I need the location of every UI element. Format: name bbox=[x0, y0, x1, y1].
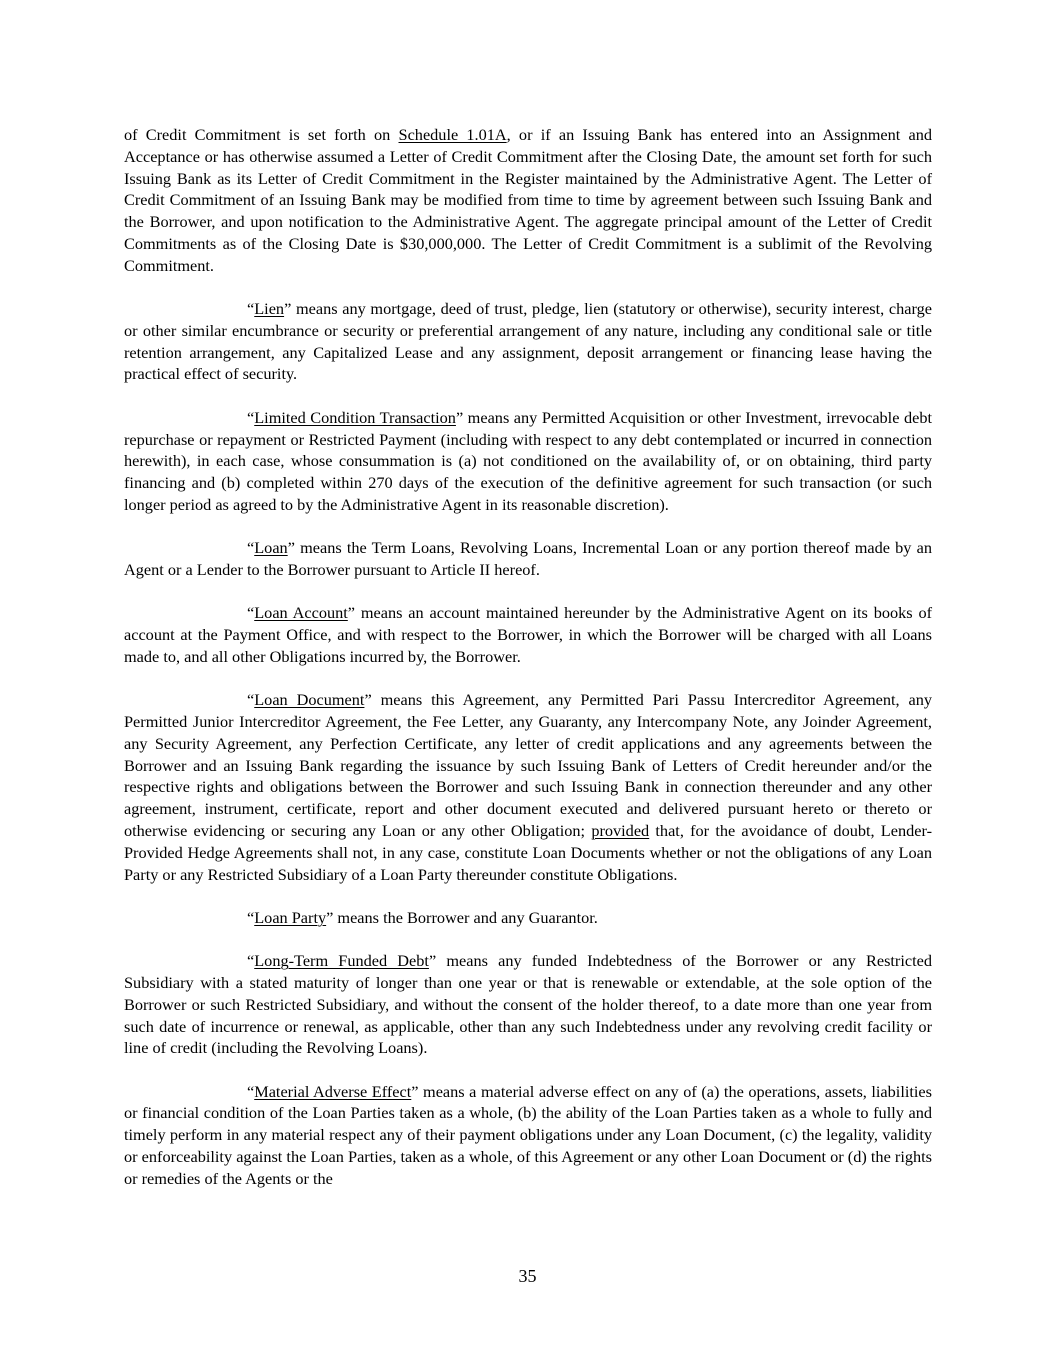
open-quote: “ bbox=[247, 538, 255, 558]
definition-text: ” means any mortgage, deed of trust, pledge, lien (statutory or otherwise), security interest, charge or other similar encumbrance or security or preferential arrangement of any nature, including any conditional sale or title retention arrangement, any Capitalized Lease and any assignment, deposit arrangement or financing lease having the practical effect of security. bbox=[124, 299, 932, 384]
defined-term: Loan bbox=[254, 538, 288, 558]
definition-material-adverse-effect bbox=[124, 1081, 932, 1190]
open-quote: “ bbox=[247, 299, 255, 319]
document-page bbox=[124, 124, 932, 1211]
open-quote: “ bbox=[247, 907, 255, 927]
definition-text: that, for the avoidance of doubt, Lender-Provided Hedge Agreements shall not, in any case, constitute Loan Documents whether or not the obligations of any Loan Party or any Restricted Subsidiary of a Loan Party thereunder constitute Obligations. bbox=[124, 821, 933, 884]
defined-term: Material Adverse Effect bbox=[254, 1081, 412, 1101]
definition-limited-condition-transaction bbox=[124, 407, 932, 516]
open-quote: “ bbox=[247, 1081, 255, 1101]
definition-text: ” means an account maintained hereunder by the Administrative Agent on its books of account at the Payment Office, and with respect to the Borrower, in which the Borrower will be charged with all Loans made to, and all other Obligations incurred by, the Borrower. bbox=[124, 603, 933, 666]
open-quote: “ bbox=[247, 690, 255, 710]
definition-long-term-funded-debt bbox=[124, 950, 932, 1059]
definition-text: ” means a material adverse effect on any of (a) the operations, assets, liabilities or financial condition of the Loan Parties taken as a whole, (b) the ability of the Loan Parties taken as a whole to fully and timely perform in any material respect any of their payment obligations under any Loan Document, (c) the legality, validity or enforceability against the Loan Parties, taken as a whole, of this Agreement or any other Loan Document or (d) the rights or remedies of the Agents or the bbox=[124, 1081, 932, 1188]
paragraph-text: , or if an Issuing Bank has entered into an Assignment and Acceptance or has otherwise assumed a Letter of Credit Commitment after the Closing Date, the amount set forth for such Issuing Bank as its Letter of Credit Commitment in the Register maintained by the Administrative Agent. The Letter of Credit Commitment of an Issuing Bank may be modified from time to time by agreement between such Issuing Bank and the Borrower, and upon notification to the Administrative Agent. The aggregate principal amount of the Letter of Credit Commitments as of the Closing Date is $30,000,000. The Letter of Credit Commitment is a sublimit of the Revolving Commitment. bbox=[124, 125, 932, 275]
definition-loan-party bbox=[124, 907, 932, 929]
definition-text: ” means any funded Indebtedness of the Borrower or any Restricted Subsidiary with a stated maturity of longer than one year or that is renewable or extendable, at the sole option of the Borrower or such Restricted Subsidiary, and without the consent of the holder thereof, to a date more than one year from such date of incurrence or renewal, as applicable, other than any such Indebtedness under any revolving credit facility or line of credit (including the Revolving Loans). bbox=[124, 951, 932, 1058]
defined-term: Long-Term Funded Debt bbox=[254, 951, 429, 971]
definition-lien bbox=[124, 298, 932, 385]
definition-text: ” means the Term Loans, Revolving Loans, Incremental Loan or any portion thereof made by an Agent or a Lender to the Borrower pursuant to Article II hereof. bbox=[124, 538, 932, 580]
paragraph-text: of Credit Commitment is set forth on bbox=[124, 125, 399, 144]
definition-text: ” means the Borrower and any Guarantor. bbox=[326, 907, 598, 927]
open-quote: “ bbox=[247, 951, 255, 971]
defined-term: Lien bbox=[254, 299, 285, 319]
defined-term: Loan Account bbox=[254, 603, 348, 623]
defined-term-reference: Schedule 1.01A bbox=[398, 125, 507, 144]
definition-text: ” means any Permitted Acquisition or other Investment, irrevocable debt repurchase or repayment or Restricted Payment (including with respect to any debt contemplated or incurred in connection herewith), in each case, whose consummation is (a) not conditioned on the availability of, or on obtaining, third party financing and (b) completed within 270 days of the execution of the definitive agreement for such transaction (or such longer period as agreed to by the Administrative Agent in its reasonable discretion). bbox=[124, 407, 932, 514]
definition-text: ” means this Agreement, any Permitted Pari Passu Intercreditor Agreement, any Permitted Junior Intercreditor Agreement, the Fee Letter, any Guaranty, any Intercompany Note, any Joinder Agreement, any Security Agreement, any Perfection Certificate, any letter of credit applications and any agreements between the Borrower and an Issuing Bank regarding the issuance by such Issuing Bank of Letters of Credit hereunder and/or the respective rights and obligations between the Borrower and such Issuing Bank in connection thereunder and any other agreement, instrument, certificate, report and other document executed and delivered pursuant hereto or thereto or otherwise evidencing or securing any Loan or any other Obligation; bbox=[124, 690, 933, 841]
definition-loan-document bbox=[124, 689, 932, 885]
defined-term: Limited Condition Transaction bbox=[254, 407, 456, 427]
open-quote: “ bbox=[247, 603, 255, 623]
defined-term: Loan Party bbox=[254, 907, 327, 927]
paragraph-letter-of-credit-commitment-continued bbox=[124, 124, 932, 277]
proviso-term: provided bbox=[591, 821, 650, 841]
definition-loan-account bbox=[124, 602, 932, 667]
definition-loan bbox=[124, 537, 932, 581]
page-number: 35 bbox=[518, 1266, 537, 1286]
open-quote: “ bbox=[247, 407, 255, 427]
defined-term: Loan Document bbox=[254, 690, 365, 710]
